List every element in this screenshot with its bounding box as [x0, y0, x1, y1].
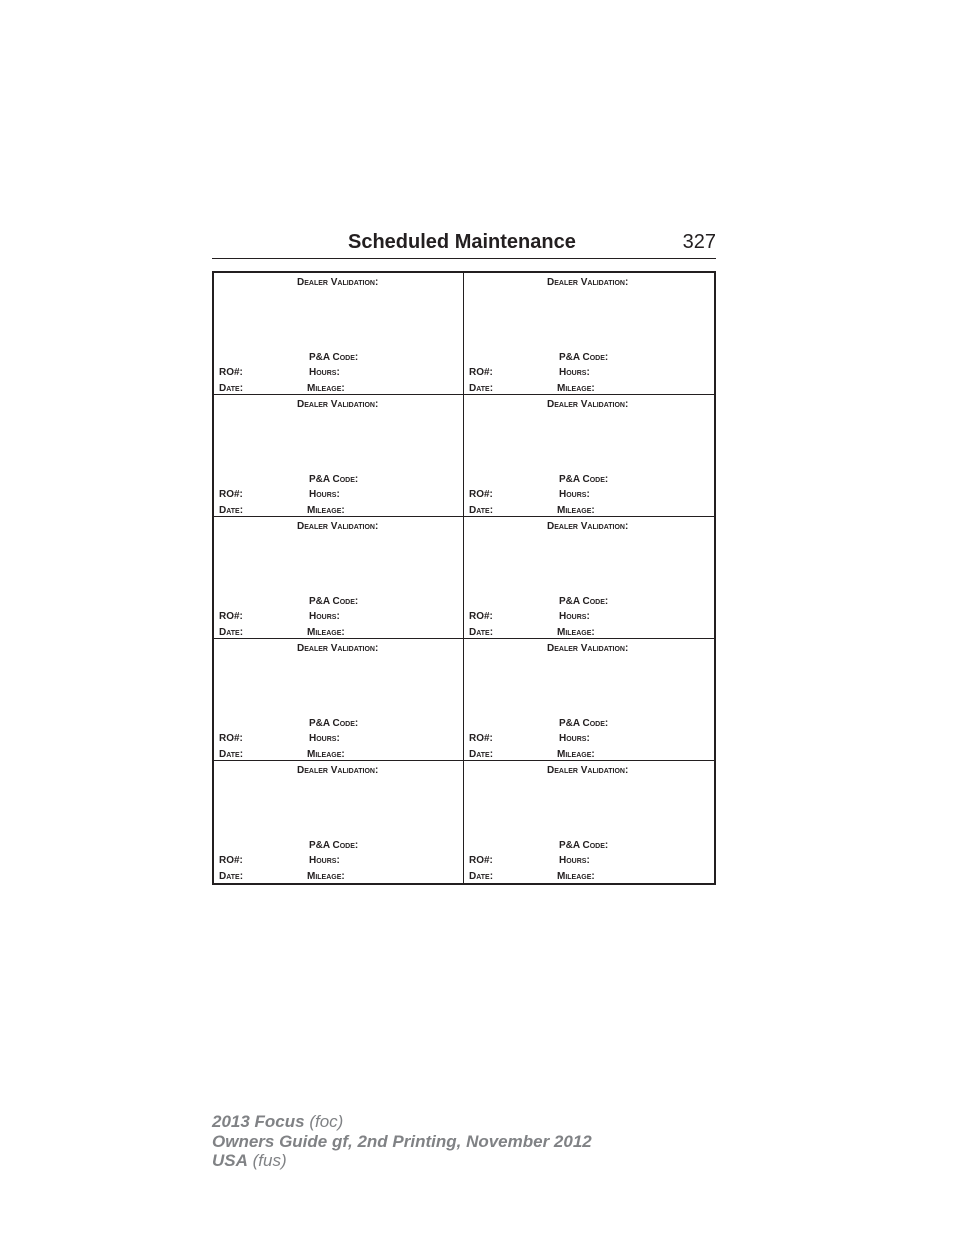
- ro-number-label: RO#:: [469, 367, 493, 378]
- date-label: Date:: [219, 871, 244, 882]
- maintenance-record-box: [214, 273, 464, 395]
- hours-label: Hours:: [309, 855, 340, 866]
- pa-code-label: P&A Code:: [309, 840, 359, 851]
- ro-number-label: RO#:: [469, 733, 493, 744]
- dealer-validation-label: Dealer Validation:: [297, 765, 379, 776]
- page-header: [212, 228, 716, 259]
- ro-number-label: RO#:: [469, 489, 493, 500]
- date-label: Date:: [219, 505, 244, 516]
- pa-code-label: P&A Code:: [309, 718, 359, 729]
- dealer-validation-label: Dealer Validation:: [547, 521, 629, 532]
- mileage-label: Mileage:: [557, 627, 595, 638]
- mileage-label: Mileage:: [307, 505, 345, 516]
- mileage-label: Mileage:: [557, 749, 595, 760]
- maintenance-record-box: [214, 395, 464, 517]
- dealer-validation-label: Dealer Validation:: [297, 643, 379, 654]
- footer-market: USA: [212, 1151, 248, 1170]
- maintenance-record-box: [214, 639, 464, 761]
- maintenance-record-box: [214, 517, 464, 639]
- dealer-validation-label: Dealer Validation:: [547, 765, 629, 776]
- mileage-label: Mileage:: [557, 871, 595, 882]
- ro-number-label: RO#:: [469, 855, 493, 866]
- ro-number-label: RO#:: [219, 855, 243, 866]
- dealer-validation-label: Dealer Validation:: [547, 399, 629, 410]
- footer-line-1: [212, 1112, 592, 1132]
- pa-code-label: P&A Code:: [559, 718, 609, 729]
- dealer-validation-label: Dealer Validation:: [547, 277, 629, 288]
- dealer-validation-label: Dealer Validation:: [297, 277, 379, 288]
- maintenance-record-box: [214, 761, 464, 883]
- date-label: Date:: [469, 627, 494, 638]
- maintenance-record-box: [464, 761, 714, 883]
- date-label: Date:: [469, 505, 494, 516]
- dealer-validation-label: Dealer Validation:: [297, 399, 379, 410]
- pa-code-label: P&A Code:: [309, 596, 359, 607]
- ro-number-label: RO#:: [219, 367, 243, 378]
- footer-line-3: [212, 1151, 592, 1171]
- pa-code-label: P&A Code:: [559, 352, 609, 363]
- date-label: Date:: [219, 383, 244, 394]
- hours-label: Hours:: [559, 611, 590, 622]
- ro-number-label: RO#:: [469, 611, 493, 622]
- maintenance-record-box: [464, 395, 714, 517]
- footer-model: 2013 Focus: [212, 1112, 305, 1131]
- ro-number-label: RO#:: [219, 611, 243, 622]
- maintenance-record-box: [464, 639, 714, 761]
- mileage-label: Mileage:: [557, 383, 595, 394]
- pa-code-label: P&A Code:: [559, 474, 609, 485]
- dealer-validation-label: Dealer Validation:: [547, 643, 629, 654]
- hours-label: Hours:: [309, 489, 340, 500]
- date-label: Date:: [469, 871, 494, 882]
- mileage-label: Mileage:: [557, 505, 595, 516]
- maintenance-record-box: [464, 273, 714, 395]
- pa-code-label: P&A Code:: [309, 474, 359, 485]
- pa-code-label: P&A Code:: [309, 352, 359, 363]
- footer-line-2: [212, 1132, 592, 1152]
- hours-label: Hours:: [559, 489, 590, 500]
- maintenance-record-box: [464, 517, 714, 639]
- hours-label: Hours:: [559, 367, 590, 378]
- footer-printing: Owners Guide gf, 2nd Printing, November 2012: [212, 1131, 592, 1151]
- pa-code-label: P&A Code:: [559, 840, 609, 851]
- mileage-label: Mileage:: [307, 383, 345, 394]
- hours-label: Hours:: [309, 611, 340, 622]
- pa-code-label: P&A Code:: [559, 596, 609, 607]
- hours-label: Hours:: [559, 855, 590, 866]
- date-label: Date:: [469, 383, 494, 394]
- page-title: Scheduled Maintenance: [348, 231, 576, 253]
- maintenance-record-grid: [212, 271, 716, 885]
- mileage-label: Mileage:: [307, 871, 345, 882]
- footer-market-code: (fus): [252, 1151, 287, 1170]
- date-label: Date:: [219, 749, 244, 760]
- hours-label: Hours:: [309, 733, 340, 744]
- page-number: 327: [682, 231, 716, 253]
- ro-number-label: RO#:: [219, 733, 243, 744]
- mileage-label: Mileage:: [307, 749, 345, 760]
- date-label: Date:: [469, 749, 494, 760]
- mileage-label: Mileage:: [307, 627, 345, 638]
- date-label: Date:: [219, 627, 244, 638]
- ro-number-label: RO#:: [219, 489, 243, 500]
- hours-label: Hours:: [309, 367, 340, 378]
- dealer-validation-label: Dealer Validation:: [297, 521, 379, 532]
- footer-model-code: (foc): [309, 1112, 344, 1131]
- hours-label: Hours:: [559, 733, 590, 744]
- document-footer: [212, 1112, 592, 1171]
